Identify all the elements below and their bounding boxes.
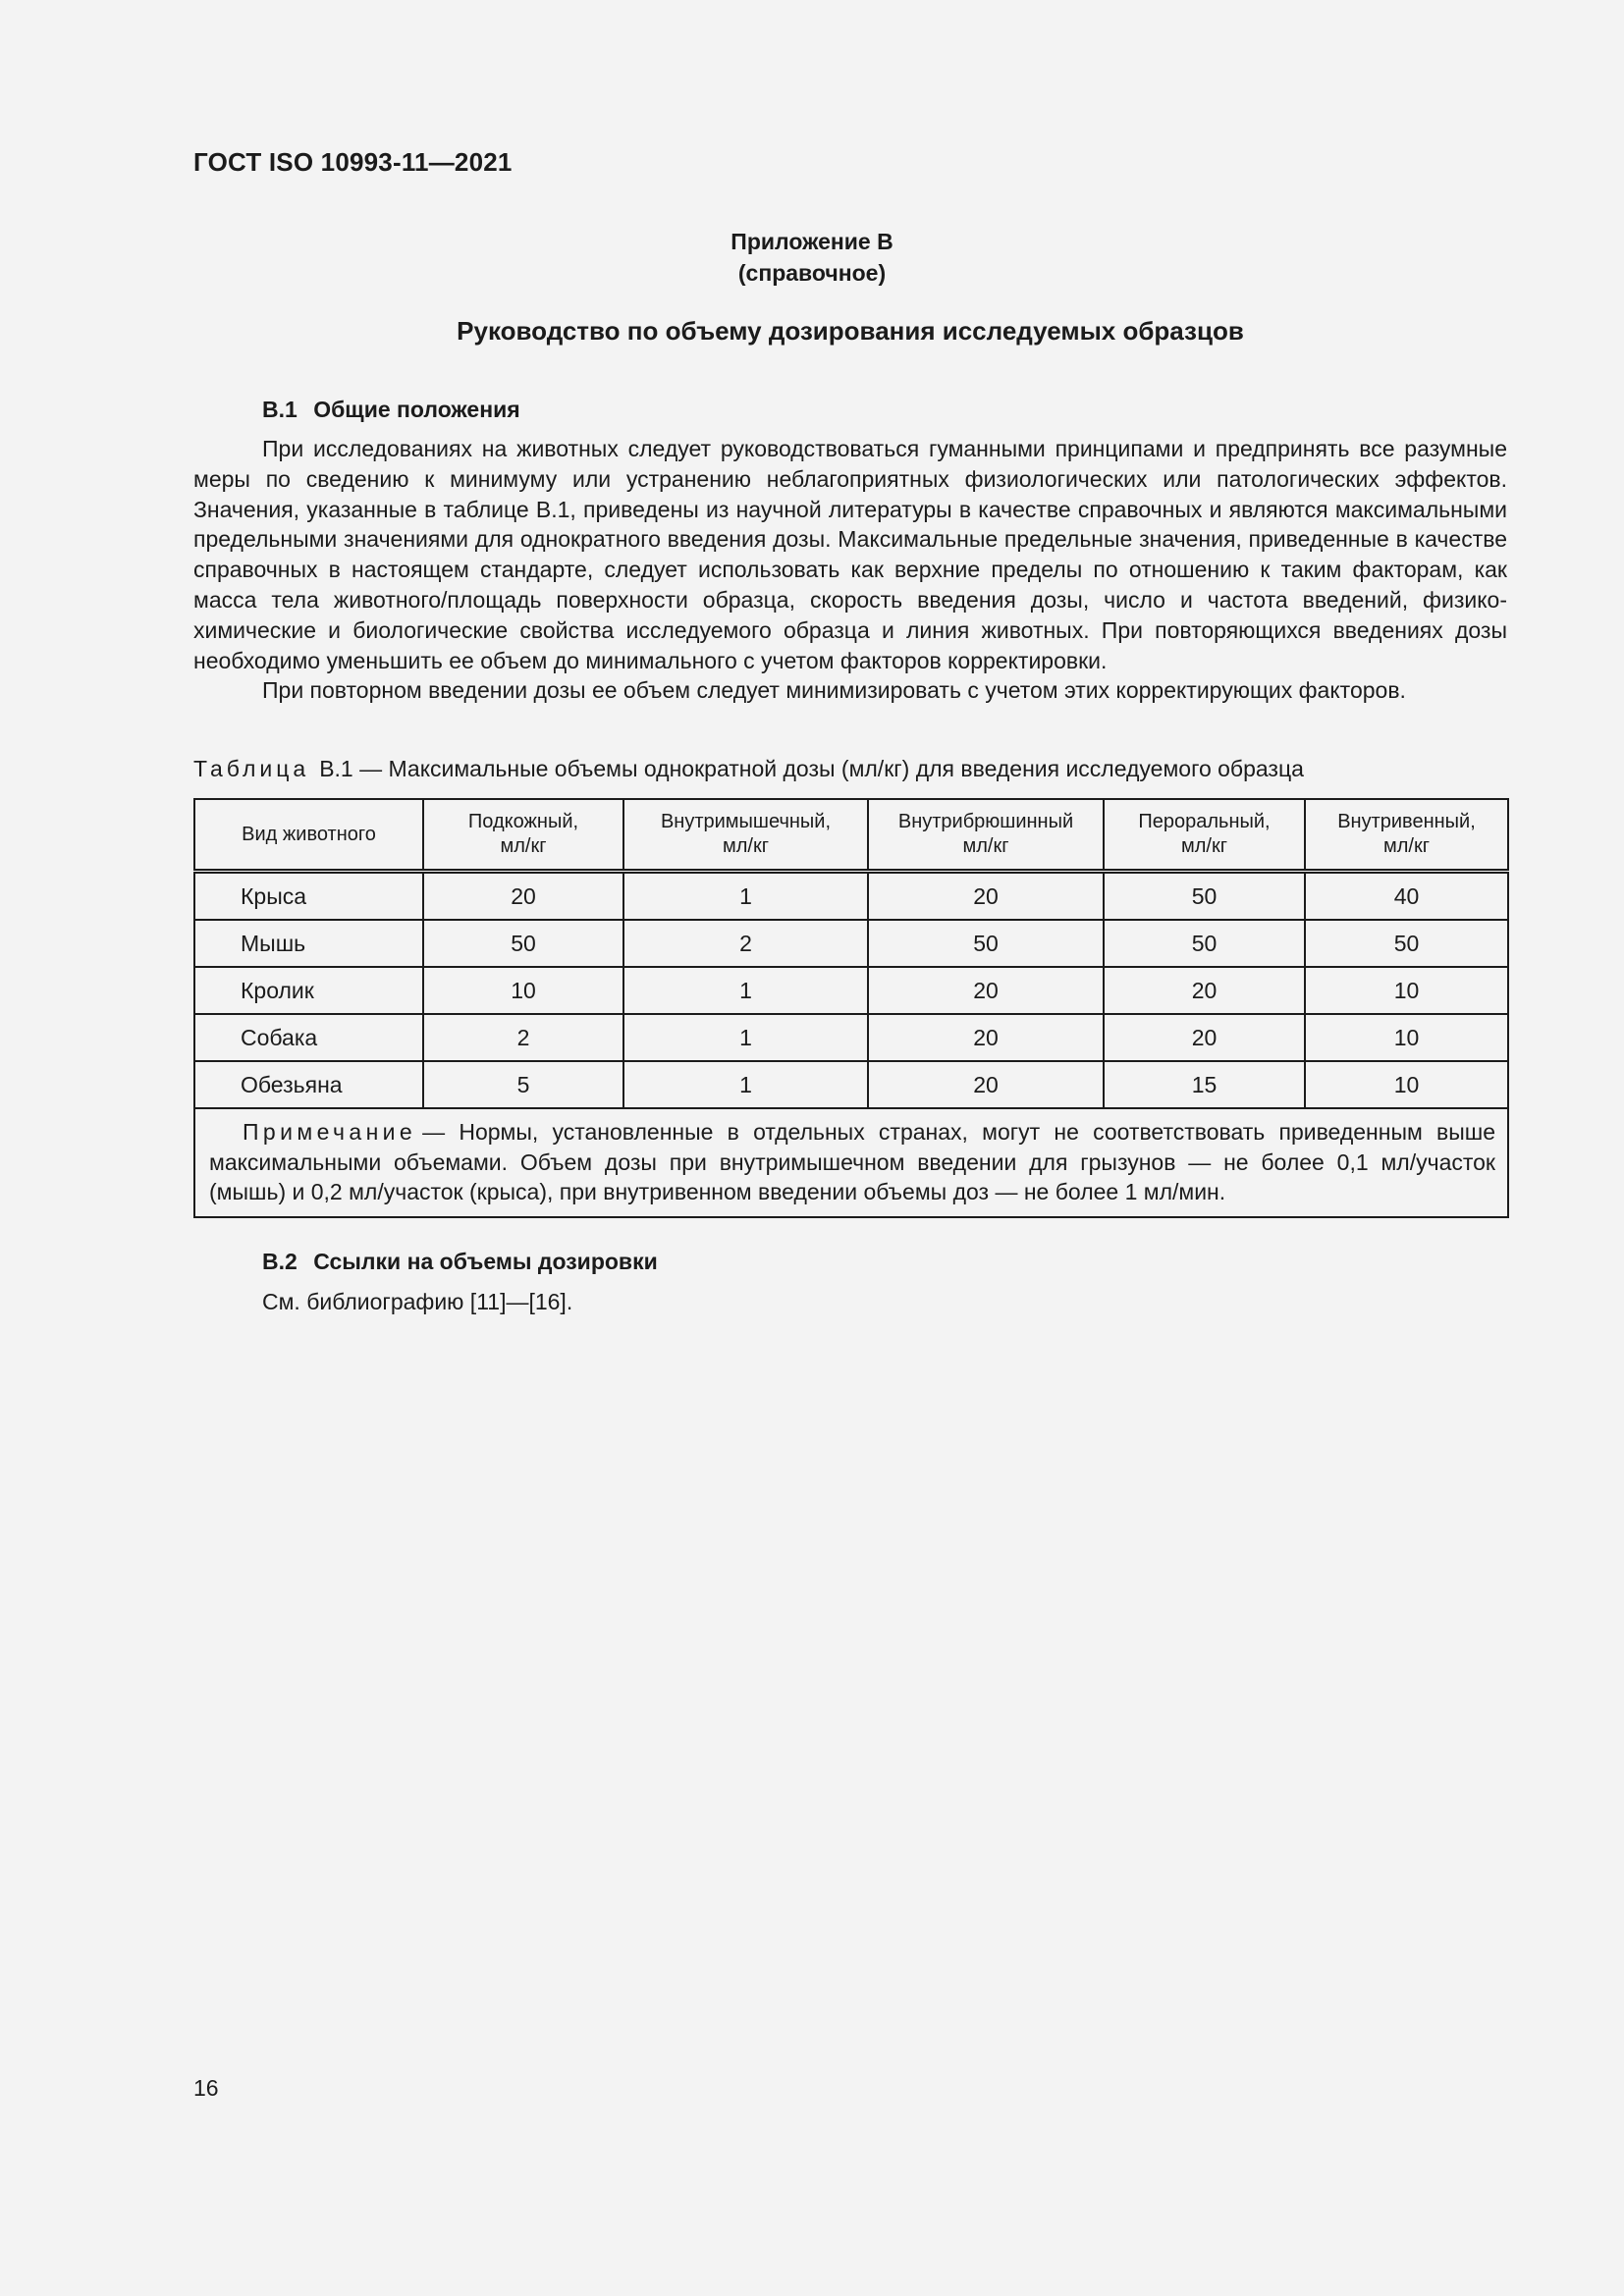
table-cell: 20 — [1104, 967, 1305, 1014]
note-text: — Нормы, установленные в отдельных странах, могут не соответствовать приведенным выше максимальными объемами. Объем дозы при внутримышечном введении для грызунов — не более 0,1 мл/участок (мышь) и 0,2 мл/участок (крыса), при внутривенном введении объемы доз — не более 1 мл/мин. — [209, 1119, 1495, 1204]
table-cell: 2 — [623, 920, 868, 967]
table-cell: Мышь — [194, 920, 423, 967]
table-cell: 20 — [1104, 1014, 1305, 1061]
section-number: В.2 — [262, 1249, 298, 1274]
paragraph: При повторном введении дозы ее объем следует минимизировать с учетом этих корректирующих факторов. — [262, 677, 1406, 704]
table-cell: 5 — [423, 1061, 623, 1108]
table-cell: 20 — [868, 1061, 1104, 1108]
table-cell: 40 — [1305, 872, 1508, 921]
table-cell: 10 — [423, 967, 623, 1014]
table-row — [194, 1014, 1508, 1061]
annex-status: (справочное) — [737, 260, 887, 286]
table-cell: Кролик — [194, 967, 423, 1014]
table-caption — [193, 756, 1304, 782]
column-header: Вид животного — [194, 799, 423, 872]
section-b1-body — [193, 434, 1507, 706]
section-number: В.1 — [262, 397, 298, 422]
column-header: Внутривенный, мл/кг — [1305, 799, 1508, 872]
column-header: Внутримышечный, мл/кг — [623, 799, 868, 872]
column-header: Подкожный, мл/кг — [423, 799, 623, 872]
section-heading-b2 — [262, 1249, 658, 1275]
dose-volume-table — [193, 798, 1509, 1218]
document-code: ГОСТ ISO 10993-11—2021 — [193, 147, 513, 177]
table-cell: 20 — [868, 872, 1104, 921]
section-heading-b1 — [262, 397, 520, 423]
table-cell: 15 — [1104, 1061, 1305, 1108]
annex-title: Руководство по объему дозирования исследуемых образцов — [457, 316, 1244, 346]
table-cell: Обезьяна — [194, 1061, 423, 1108]
table-cell: 1 — [623, 1014, 868, 1061]
column-header: Пероральный, мл/кг — [1104, 799, 1305, 872]
table-note — [194, 1108, 1508, 1217]
table-cell: 1 — [623, 872, 868, 921]
table-cell: Крыса — [194, 872, 423, 921]
table-cell: Собака — [194, 1014, 423, 1061]
section-title: Общие положения — [313, 397, 520, 422]
table-cell: 1 — [623, 967, 868, 1014]
table-cell: 2 — [423, 1014, 623, 1061]
table-row — [194, 967, 1508, 1014]
table-cell: 50 — [1104, 920, 1305, 967]
paragraph: При исследованиях на животных следует руководствоваться гуманными принципами и предпринять все разумные меры по сведению к минимуму или устранению неблагоприятных физиологических или патологических эффектов. Значения, указанные в таблице В.1, приведены из научной литературы в качестве справочных и являются максимальными предельными значениями для однократного введения дозы. Максимальные предельные значения, приведенные в качестве справочных в настоящем стандарте, следует использовать как верхние пределы по отношению к таким факторам, как масса тела животного/площадь поверхности образца, скорость введения дозы, число и частота введений, физико-химические и биологические свойства исследуемого образца и линия животных. При повторяющихся введениях дозы необходимо уменьшить ее объем до минимального с учетом факторов корректировки. — [193, 436, 1507, 673]
bibliography-reference: См. библиографию [11]—[16]. — [262, 1289, 573, 1314]
table-cell: 10 — [1305, 1061, 1508, 1108]
table-cell: 50 — [1104, 872, 1305, 921]
table-row — [194, 920, 1508, 967]
page-number: 16 — [193, 2075, 219, 2101]
table-cell: 20 — [868, 967, 1104, 1014]
annex-label: Приложение В — [731, 229, 893, 254]
column-header: Внутрибрюшинный мл/кг — [868, 799, 1104, 872]
table-cell: 50 — [423, 920, 623, 967]
table-caption-prefix: Таблица — [193, 756, 310, 781]
section-title: Ссылки на объемы дозировки — [313, 1249, 658, 1274]
table-caption-text: В.1 — Максимальные объемы однократной дозы (мл/кг) для введения исследуемого образца — [319, 756, 1304, 781]
table-cell: 20 — [868, 1014, 1104, 1061]
annex-heading — [0, 226, 1624, 289]
table-row — [194, 872, 1508, 921]
table-cell: 50 — [868, 920, 1104, 967]
note-label: Примечание — [243, 1119, 417, 1145]
table-cell: 50 — [1305, 920, 1508, 967]
table-note-row — [194, 1108, 1508, 1217]
table-cell: 1 — [623, 1061, 868, 1108]
table-cell: 10 — [1305, 1014, 1508, 1061]
table-header-row — [194, 799, 1508, 872]
table-row — [194, 1061, 1508, 1108]
table-cell: 10 — [1305, 967, 1508, 1014]
table-cell: 20 — [423, 872, 623, 921]
